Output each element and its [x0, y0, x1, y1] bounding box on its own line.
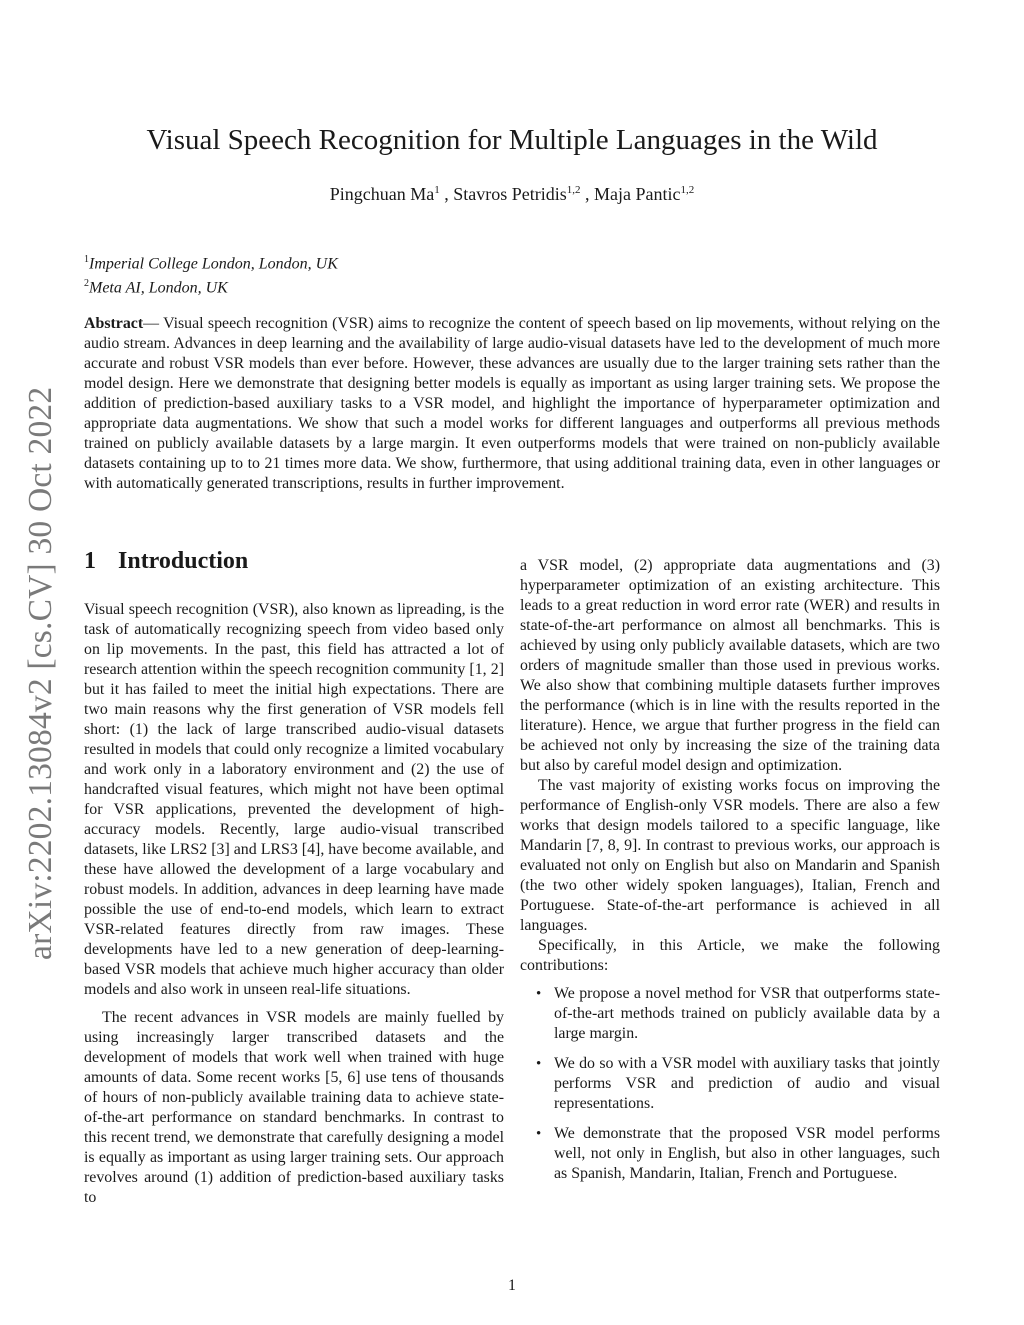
list-item: • We demonstrate that the proposed VSR model performs well, not only in English, but also in other languages, such as Spanish, Mandarin, Italian, French and Portuguese.: [536, 1125, 940, 1182]
citation-link[interactable]: [5, 6]: [325, 1069, 361, 1086]
author-name: Maja Pantic: [594, 184, 681, 204]
list-item: • We do so with a VSR model with auxiliary tasks that jointly performs VSR and prediction of audio and visual representations.: [536, 1055, 940, 1112]
paragraph: Specifically, in this Article, we make the following contributions:: [520, 937, 940, 974]
paragraph: a VSR model, (2) appropriate data augmentations and (3) hyperparameter optimization of an existing architecture. This leads to a great reduction in word error rate (WER) and results in state-of-the-art performance on almost all benchmarks. This is achieved by using only publicly available datasets, which are two orders of magnitude smaller than those used in previous works. We also show that combining multiple datasets further improves the performance (which is in line with the results reported in the literature). Hence, we argue that further progress in the field can be achieved not only by increasing the size of the training data but also by careful model design and optimization.: [520, 557, 940, 774]
author-affil-mark: 1: [434, 184, 440, 196]
bullet-icon: •: [536, 1056, 542, 1072]
abstract-label: Abstract: [84, 315, 144, 332]
abstract: [84, 314, 940, 494]
page-number: 1: [508, 1277, 516, 1294]
paper-title: Visual Speech Recognition for Multiple Languages in the Wild: [146, 124, 878, 156]
citation-link[interactable]: [1, 2]: [469, 661, 504, 678]
citation-link[interactable]: [7, 8, 9]: [586, 837, 638, 854]
citation-link[interactable]: [4]: [301, 841, 321, 858]
paragraph: The recent advances in VSR models are mainly fuelled by using increasingly larger transcribed datasets and the development of models that work well when trained with huge amounts of data. Some recent works [5, 6] use tens of thousands of hours of non-publicly available training data to achieve state-of-the-art performance on standard benchmarks. In contrast to this recent trend, we demonstrate that carefully designing a model is equally as important as using larger training sets. Our approach revolves around (1) addition of prediction-based auxiliary tasks to: [84, 1009, 505, 1206]
paragraph: The vast majority of existing works focus on improving the performance of English-only VSR models. There are also a few works that design models tailored to a specific language, like Mandarin [7, 8, 9]. In contrast to previous works, our approach is evaluated not only on English but also on Mandarin and Spanish (the two other widely spoken languages), Italian, French and Portuguese. State-of-the-art performance is achieved in all languages.: [520, 777, 940, 934]
section-number: 1: [84, 548, 96, 574]
contributions-list: [520, 984, 940, 1184]
affiliation-line: $^1$Imperial College London, London, UK: [84, 254, 338, 273]
section-heading: [84, 548, 248, 575]
section-title: Introduction: [118, 548, 249, 574]
bullet-icon: •: [536, 986, 542, 1002]
affiliations: [84, 250, 338, 299]
bullet-icon: •: [536, 1126, 542, 1142]
author-affil-mark: 1,2: [680, 184, 695, 196]
author-name: Pingchuan Ma: [329, 184, 435, 204]
author-name: Stavros Petridis: [453, 184, 567, 204]
author-affil-mark: 1,2: [566, 184, 581, 196]
abstract-dash: —: [143, 315, 164, 332]
arxiv-identifier: arXiv:2202.13084v2 [cs.CV] 30 Oct 2022: [22, 386, 59, 960]
affiliation-line: $^2$Meta AI, London, UK: [84, 278, 228, 297]
left-column: [84, 600, 504, 1208]
paragraph: Visual speech recognition (VSR), also known as lipreading, is the task of automatically recognizing speech from video based only on lip movements. In the past, this field has attracted a lot of research attention within the speech recognition community [1, 2] but it has failed to meet the initial high expectations. There are two main reasons why the first generation of VSR models fell short: (1) the lack of large transcribed audio-visual datasets resulted in models that could only recognize a limited vocabulary and work only in a laboratory environment and (2) the use of handcrafted visual features, which might not have been optimal for VSR applications, prevented the development of high-accuracy models. Recently, large audio-visual transcribed datasets, like LRS2 [3] and LRS3 [4], have become available, and these have allowed the development of a large vocabulary and robust models. In addition, advances in deep learning have made possible the use of end-to-end models, which learn to extract VSR-related features directly from raw images. These developments have led to a new generation of deep-learning-based VSR models that achieve much higher accuracy than older models and also work in unseen real-life situations.: [84, 601, 504, 998]
citation-link[interactable]: [3]: [211, 841, 230, 858]
author-list: Pingchuan Ma$^1$ , Stavros Petridis$^{1,2}$ , Maja Pantic$^{1,2}$: [329, 184, 695, 204]
right-column: [520, 556, 940, 1194]
abstract-text: Visual speech recognition (VSR) aims to recognize the content of speech based on lip movements, without relying on the audio stream. Advances in deep learning and the availability of large audio-visual datasets have led to the development of much more accurate and robust VSR models than ever before. However, these advances are usually due to the larger training sets rather than the model design. Here we demonstrate that designing better models is equally as important as using larger training sets. We propose the addition of prediction-based auxiliary tasks to a VSR model, and highlight the importance of hyperparameter optimization and appropriate data augmentations. We show that such a model works for different languages and outperforms all previous methods trained on publicly available datasets by a large margin. It even outperforms models that were trained on non-publicly available datasets containing up to to 21 times more data. We show, furthermore, that using additional training data, even in other languages or with automatically generated transcriptions, results in further improvement.: [84, 315, 941, 492]
list-item: • We propose a novel method for VSR that outperforms state-of-the-art methods trained on publicly available data by a large margin.: [536, 985, 940, 1042]
